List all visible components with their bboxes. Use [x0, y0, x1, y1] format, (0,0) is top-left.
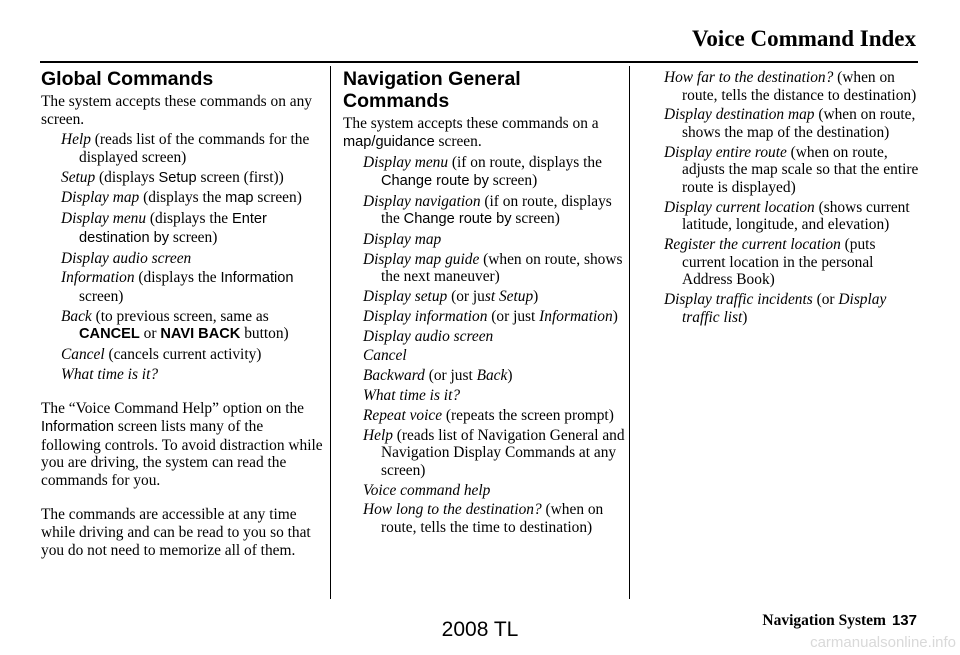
voice-command-item: How long to the destination? (when on route, tells the time to destination)	[363, 501, 604, 536]
navigation-commands-heading: Navigation General Commands	[343, 68, 521, 112]
column-divider	[330, 66, 331, 599]
command-name: Display map guide	[363, 250, 480, 268]
voice-command-item: Help (reads list of Navigation General and Navigation Display Commands at any screen)	[363, 426, 625, 479]
screen-name: NAVI BACK	[160, 326, 241, 343]
voice-command-item: Display menu (displays the Enter destination by screen)	[61, 210, 267, 246]
voice-command-item: Repeat voice (repeats the screen prompt)	[363, 406, 614, 424]
command-name: What time is it?	[363, 387, 461, 404]
command-name: Display traffic incidents	[664, 291, 813, 309]
voice-command-item: Backward (or just Back)	[363, 367, 513, 385]
command-name: Repeat voice	[363, 406, 443, 424]
command-name: Back	[476, 367, 508, 385]
voice-command-item: Display map (displays the map screen)	[61, 189, 302, 207]
command-name: Information	[539, 307, 613, 325]
voice-command-item	[41, 250, 323, 268]
voice-command-item	[343, 482, 625, 500]
command-name: Display navigation	[363, 192, 481, 210]
voice-command-item: Register the current location (puts current location in the personal Address Book)	[664, 236, 876, 289]
command-name: Help	[363, 426, 393, 444]
voice-command-item: Display menu (if on route, displays the Change route by screen)	[363, 154, 602, 189]
voice-command-item	[343, 347, 625, 365]
command-name: Help	[61, 131, 91, 149]
command-name: Information	[61, 269, 135, 287]
navigation-commands-continued-list	[662, 69, 922, 326]
voice-command-item: Setup (displays Setup screen (first))	[61, 168, 284, 186]
voice-command-item: Display current location (shows current latitude, longitude, and elevation)	[664, 198, 910, 234]
command-name: Setup	[61, 168, 96, 186]
page-number: 137	[891, 612, 917, 629]
column-divider	[629, 66, 630, 599]
voice-command-item: Display setup (or just Setup)	[363, 288, 539, 306]
command-name: st Setup	[484, 288, 534, 306]
voice-command-item: Cancel (cancels current activity)	[61, 346, 262, 364]
screen-name: map	[225, 190, 254, 207]
command-name: Display audio screen	[61, 249, 192, 267]
voice-command-item	[41, 366, 323, 384]
screen-name: Change route by	[403, 211, 512, 228]
voice-command-item: Help (reads list of the commands for the displayed screen)	[61, 131, 310, 166]
command-name: Cancel	[363, 347, 407, 365]
command-name: Display traffic list	[682, 291, 887, 326]
global-commands-column	[41, 66, 323, 559]
global-commands-heading: Global Commands	[41, 68, 214, 90]
navigation-commands-continued-column	[662, 69, 922, 328]
voice-command-item: How far to the destination? (when on route, tells the distance to destination)	[664, 69, 917, 104]
screen-name: Enter destination by	[79, 211, 267, 246]
command-name: What time is it?	[61, 365, 159, 383]
command-name: Display destination map	[664, 106, 815, 124]
voice-command-item	[343, 387, 625, 405]
command-name: Cancel	[61, 346, 105, 364]
voice-command-item	[343, 328, 625, 346]
command-name: Display menu	[363, 154, 449, 172]
command-name: Display setup	[363, 288, 448, 306]
command-name: Display map	[363, 230, 442, 248]
command-name: Display audio screen	[363, 327, 494, 345]
command-name: Display map	[61, 189, 140, 207]
page-title: Voice Command Index	[691, 26, 916, 51]
global-commands-list	[41, 131, 323, 383]
screen-name: Change route by	[381, 172, 489, 189]
footer-model-label: 2008 TL	[441, 618, 519, 641]
global-commands-intro: The system accepts these commands on any screen.	[41, 93, 312, 128]
voice-command-item: Display destination map (when on route, shows the map of the destination)	[664, 106, 916, 141]
command-name: Display menu	[61, 210, 147, 228]
command-name: Back	[61, 307, 92, 325]
command-name: Display entire route	[664, 143, 787, 161]
screen-name: Information	[220, 270, 294, 287]
navigation-commands-column	[343, 66, 625, 539]
voice-command-item	[343, 231, 625, 249]
voice-command-item: Display traffic incidents (or Display traffic list)	[664, 291, 887, 326]
voice-command-item: Display entire route (when on route, adjusts the map scale so that the entire route is displayed)	[664, 143, 919, 196]
header-rule	[40, 61, 918, 63]
command-name: Display information	[363, 307, 488, 325]
voice-command-item: Display information (or just Information)	[363, 307, 618, 325]
voice-command-item: Information (displays the Information screen)	[61, 269, 294, 305]
command-name: Register the current location	[664, 236, 841, 254]
screen-name: Setup	[158, 169, 197, 186]
voice-command-item: Display map guide (when on route, shows the next maneuver)	[363, 250, 623, 286]
voice-command-item: Back (to previous screen, same as CANCEL or NAVI BACK button)	[61, 307, 289, 343]
screen-name: map/guidance	[343, 133, 435, 150]
footer-section-name: Navigation System	[762, 612, 886, 629]
command-name: How long to the destination?	[363, 501, 542, 519]
accessibility-paragraph: The commands are accessible at any time while driving and can be read to you so that you do not need to memorize all of them.	[41, 506, 311, 559]
navigation-commands-intro: The system accepts these commands on a map/guidance screen.	[343, 115, 599, 150]
command-name: How far to the destination?	[664, 69, 834, 86]
command-name: Display current location	[664, 198, 815, 216]
voice-help-paragraph: The “Voice Command Help” option on the Information screen lists many of the following controls. To avoid distraction while you are driving, the system can read the commands for you.	[41, 400, 323, 489]
voice-command-item: Display navigation (if on route, displays the Change route by screen)	[363, 192, 612, 228]
command-name: Voice command help	[363, 481, 491, 499]
navigation-commands-list	[343, 154, 625, 536]
screen-name: CANCEL	[79, 326, 140, 343]
watermark: carmanualsonline.info	[810, 634, 956, 651]
screen-name: Information	[41, 419, 115, 435]
command-name: Backward	[363, 367, 425, 385]
